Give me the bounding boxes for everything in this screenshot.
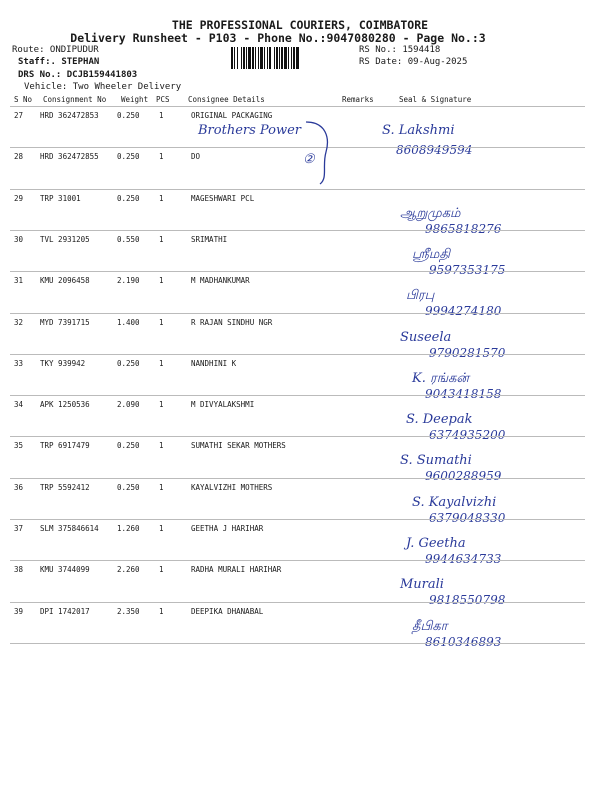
- row-divider: [10, 478, 585, 479]
- col-pcs: PCS: [156, 95, 170, 104]
- row-divider: [10, 643, 585, 644]
- signature-name: ஆறுமுகம்: [400, 205, 461, 221]
- row-sno: 36: [14, 482, 24, 492]
- row-consignment-no: DPI 1742017: [40, 606, 90, 616]
- row-pcs: 1: [159, 482, 164, 492]
- row-pcs: 1: [159, 400, 164, 410]
- row-divider: [10, 436, 585, 437]
- col-consignee: Consignee Details: [188, 95, 265, 104]
- signature-phone: 6379048330: [429, 510, 506, 525]
- signature-phone: 9818550798: [429, 593, 506, 608]
- row-divider: [10, 271, 585, 272]
- staff-label: Staff:. STEPHAN: [18, 57, 100, 67]
- row-consignee: GEETHA J HARIHAR: [191, 524, 264, 533]
- handwritten-note: ②: [303, 152, 315, 168]
- row-pcs: 1: [159, 524, 164, 533]
- signature-phone: 9600288959: [425, 469, 502, 484]
- rs-date: RS Date: 09-Aug-2025: [359, 57, 468, 67]
- row-sno: 38: [14, 565, 24, 575]
- row-weight: 0.550: [117, 234, 140, 244]
- row-divider: [10, 189, 585, 190]
- row-weight: 2.090: [117, 400, 140, 410]
- row-consignee: MAGESHWARI PCL: [191, 193, 255, 203]
- signature-phone: 9790281570: [429, 345, 506, 360]
- row-consignment-no: TRP 5592412: [40, 482, 90, 492]
- row-divider: [10, 519, 585, 520]
- signature-phone: 9944634733: [425, 552, 502, 566]
- signature-phone: 9043418158: [425, 386, 502, 401]
- row-divider: [10, 602, 585, 603]
- row-consignment-no: TRP 31001: [40, 193, 81, 203]
- row-weight: 0.250: [117, 152, 140, 162]
- row-consignment-no: KMU 3744099: [40, 565, 90, 575]
- row-weight: 2.190: [117, 276, 140, 286]
- row-sno: 32: [14, 317, 24, 327]
- signature-name: Suseela: [400, 329, 452, 345]
- signature-name: J. Geetha: [406, 536, 466, 551]
- row-consignee: SRIMATHI: [191, 234, 228, 244]
- row-pcs: 1: [159, 565, 164, 575]
- row-consignment-no: APK 1250536: [40, 400, 90, 410]
- row-divider: [10, 106, 585, 107]
- row-pcs: 1: [159, 276, 164, 286]
- row-consignment-no: TKY 939942: [40, 358, 86, 368]
- row-weight: 0.250: [117, 193, 140, 203]
- row-consignee: DO: [191, 152, 201, 162]
- row-consignee: RADHA MURALI HARIHAR: [191, 565, 282, 575]
- drs-number: DRS No.: DCJB159441803: [18, 70, 138, 80]
- signature-name: K. ரங்கன்: [412, 370, 470, 386]
- row-weight: 0.250: [117, 111, 140, 120]
- col-sno: S No: [14, 95, 33, 104]
- row-consignment-no: TRP 6917479: [40, 441, 90, 451]
- vehicle-label: Vehicle: Two Wheeler Delivery: [24, 82, 182, 92]
- row-consignee: DEEPIKA DHANABAL: [191, 606, 264, 616]
- row-pcs: 1: [159, 152, 164, 162]
- bracket-mark: [300, 118, 340, 188]
- row-consignee: M MADHANKUMAR: [191, 276, 250, 286]
- row-pcs: 1: [159, 317, 164, 327]
- row-sno: 31: [14, 276, 24, 286]
- row-weight: 2.350: [117, 606, 140, 616]
- signature-name: S. Sumathi: [400, 453, 472, 469]
- col-seal-signature: Seal & Signature: [399, 95, 472, 104]
- signature-phone: 8608949594: [396, 143, 473, 157]
- row-consignment-no: KMU 2096458: [40, 276, 90, 286]
- row-pcs: 1: [159, 193, 164, 203]
- row-consignment-no: TVL 2931205: [40, 234, 90, 244]
- signature-name: பிரபு: [406, 288, 435, 304]
- signature-phone: 9865818276: [425, 221, 502, 236]
- row-sno: 27: [14, 111, 24, 120]
- signature-name: S. Kayalvizhi: [412, 494, 497, 510]
- row-consignee: KAYALVIZHI MOTHERS: [191, 482, 273, 492]
- row-weight: 1.260: [117, 524, 140, 533]
- row-divider: [10, 313, 585, 314]
- row-weight: 0.250: [117, 358, 140, 368]
- row-sno: 34: [14, 400, 24, 410]
- row-divider: [10, 147, 585, 148]
- page-subtitle: Delivery Runsheet - P103 - Phone No.:9047080280 - Page No.:3: [70, 31, 486, 45]
- row-consignment-no: MYD 7391715: [40, 317, 90, 327]
- row-consignment-no: SLM 375846614: [40, 524, 99, 533]
- row-sno: 35: [14, 441, 24, 451]
- row-pcs: 1: [159, 441, 164, 451]
- row-consignee: R RAJAN SINDHU NGR: [191, 317, 273, 327]
- row-weight: 1.400: [117, 317, 140, 327]
- row-divider: [10, 395, 585, 396]
- row-sno: 30: [14, 234, 24, 244]
- signature-name: தீபிகா: [412, 618, 448, 634]
- barcode-image: [231, 47, 349, 69]
- row-consignee: NANDHINI K: [191, 358, 237, 368]
- row-sno: 39: [14, 606, 24, 616]
- row-consignee: SUMATHI SEKAR MOTHERS: [191, 441, 286, 451]
- row-divider: [10, 560, 585, 561]
- col-remarks: Remarks: [342, 95, 374, 104]
- signature-phone: 9994274180: [425, 304, 502, 319]
- signature-phone: 8610346893: [425, 634, 502, 649]
- signature-phone: 6374935200: [429, 428, 506, 443]
- row-pcs: 1: [159, 111, 164, 120]
- row-sno: 28: [14, 152, 24, 162]
- handwritten-note: Brothers Power: [198, 123, 301, 138]
- row-sno: 29: [14, 193, 24, 203]
- col-weight: Weight: [121, 95, 149, 104]
- row-consignee: M DIVYALAKSHMI: [191, 400, 255, 410]
- row-consignee: ORIGINAL PACKAGING: [191, 111, 273, 120]
- row-pcs: 1: [159, 606, 164, 616]
- row-pcs: 1: [159, 358, 164, 368]
- row-weight: 0.250: [117, 482, 140, 492]
- row-divider: [10, 230, 585, 231]
- signature-name: S. Deepak: [406, 412, 473, 428]
- signature-name: S. Lakshmi: [382, 123, 455, 138]
- row-consignment-no: HRD 362472855: [40, 152, 99, 162]
- rs-number: RS No.: 1594418: [359, 45, 441, 55]
- page-title: THE PROFESSIONAL COURIERS, COIMBATORE: [171, 18, 429, 32]
- signature-name: Murali: [400, 577, 444, 593]
- route-label: Route: ONDIPUDUR: [12, 45, 99, 55]
- row-pcs: 1: [159, 234, 164, 244]
- row-consignment-no: HRD 362472853: [40, 111, 99, 120]
- row-sno: 33: [14, 358, 24, 368]
- row-divider: [10, 354, 585, 355]
- col-consignment: Consignment No: [43, 95, 107, 104]
- row-sno: 37: [14, 524, 24, 533]
- signature-name: ஸ்ரீமதி: [412, 246, 451, 262]
- signature-phone: 9597353175: [429, 262, 506, 277]
- row-weight: 0.250: [117, 441, 140, 451]
- row-weight: 2.260: [117, 565, 140, 575]
